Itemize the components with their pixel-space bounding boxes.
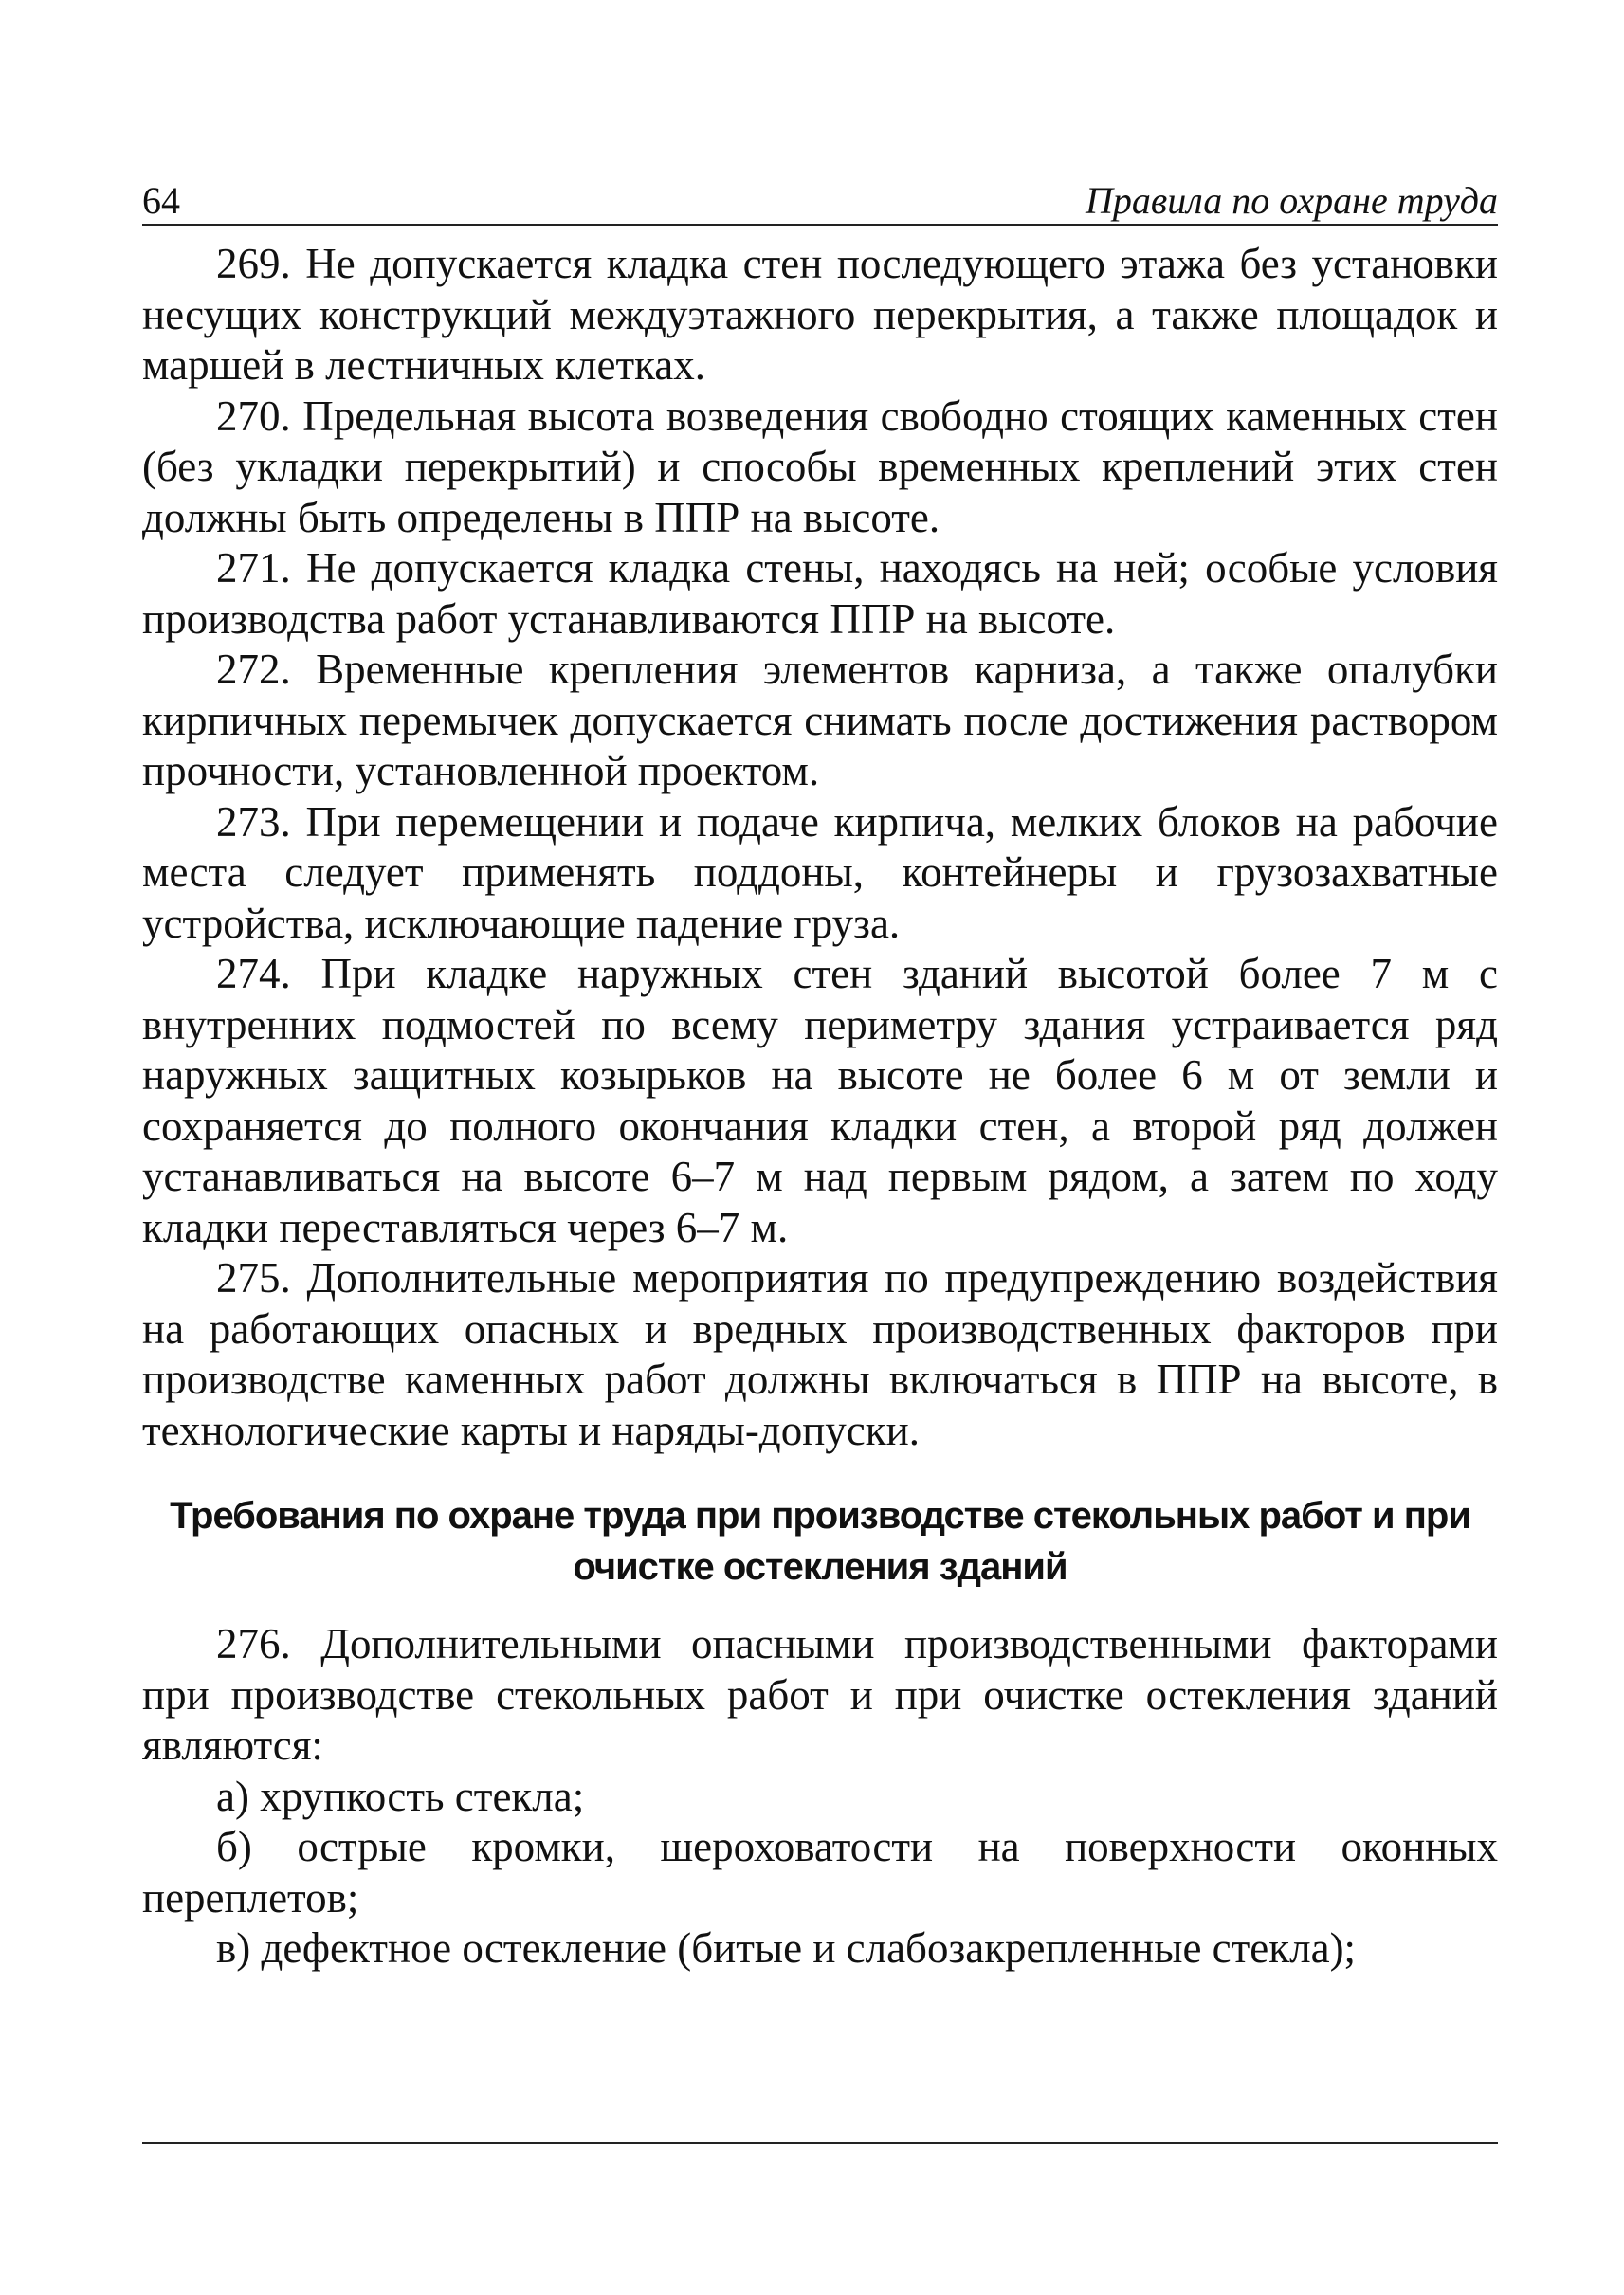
running-title: Правила по охране труда bbox=[1086, 179, 1498, 222]
paragraph-273: 273. При перемещении и подаче кирпича, мелких блоков на рабочие места следует применять поддоны, контейнеры и грузозахватные устройства, исключающие падение груза. bbox=[142, 797, 1498, 947]
paragraph-269: 269. Не допускается кладка стен последующего этажа без установки несущих конструкций междуэтажного перекрытия, а также площадок и маршей в лестничных клетках. bbox=[142, 240, 1498, 389]
paragraph-271: 271. Не допускается кладка стены, находясь на ней; особые условия производства работ устанавливаются ППР на высоте. bbox=[142, 544, 1498, 643]
footer-rule bbox=[142, 2142, 1498, 2144]
book-page bbox=[142, 171, 1498, 1975]
paragraph-270: 270. Предельная высота возведения свободно стоящих каменных стен (без укладки перекрытий) и способы временных креплений этих стен должны быть определены в ППР на высоте. bbox=[142, 392, 1498, 541]
section-heading: Требования по охране труда при производстве стекольных работ и при очистке остекления зданий bbox=[170, 1495, 1470, 1588]
list-item-b: б) острые кромки, шероховатости на поверхности оконных переплетов; bbox=[142, 1823, 1498, 1922]
paragraph-272: 272. Временные крепления элементов карниза, а также опалубки кирпичных перемычек допускается снимать после достижения раствором прочности, установленной проектом. bbox=[142, 646, 1498, 794]
body-text bbox=[142, 239, 1498, 1975]
paragraph-274: 274. При кладке наружных стен зданий высотой более 7 м с внутренних подмостей по всему периметру здания устраивается ряд наружных защитных козырьков на высоте не более 6 м от земли и сохраняется до полного окончания кладки стен, а второй ряд должен устанавливаться на высоте 6–7 м над первым рядом, а затем по ходу кладки переставляться через 6–7 м. bbox=[142, 950, 1498, 1251]
list-item-a: а) хрупкость стекла; bbox=[216, 1772, 585, 1820]
page-number: 64 bbox=[142, 179, 180, 222]
paragraph-276: 276. Дополнительными опасными производственными факторами при производстве стекольных работ и при очистке остекления зданий являются: bbox=[142, 1620, 1498, 1769]
list-item-c: в) дефектное остекление (битые и слабозакрепленные стекла); bbox=[216, 1924, 1357, 1972]
running-header bbox=[142, 171, 1498, 226]
paragraph-275: 275. Дополнительные мероприятия по предупреждению воздействия на работающих опасных и вредных производственных факторов при производстве каменных работ должны включаться в ППР на высоте, в технологические карты и наряды-допуски. bbox=[142, 1254, 1498, 1454]
